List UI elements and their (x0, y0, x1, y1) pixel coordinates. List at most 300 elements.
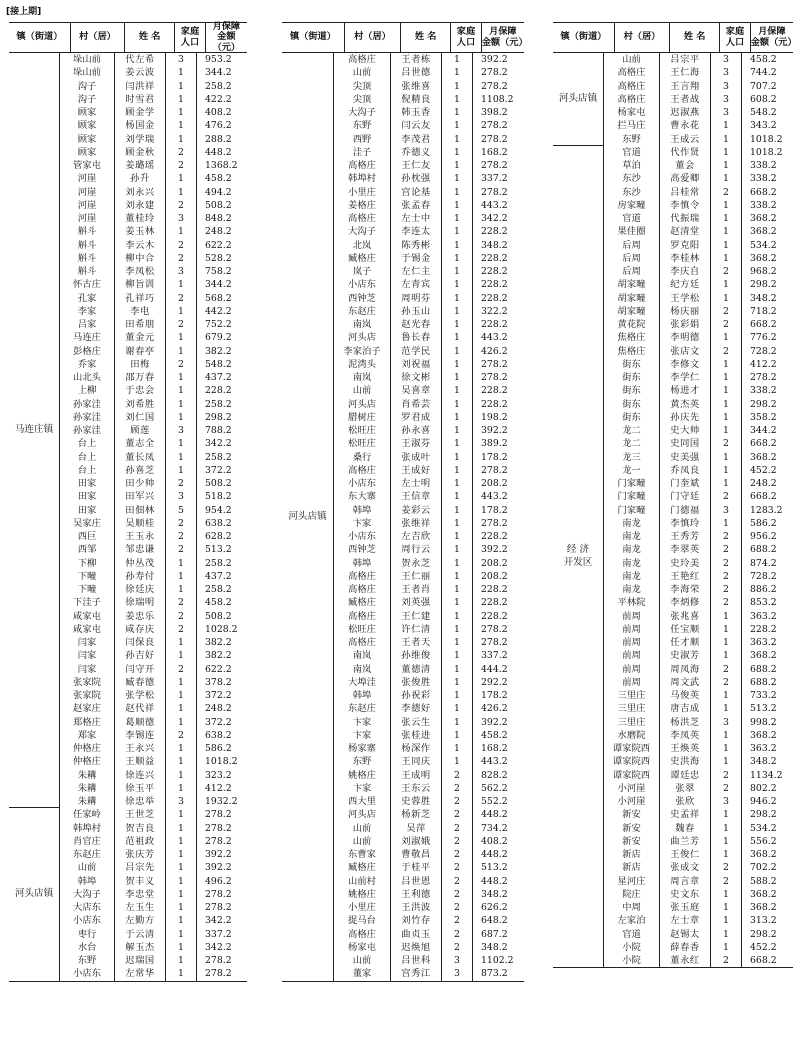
family-cell: 2 (166, 530, 197, 543)
family-cell: 1 (442, 106, 473, 119)
name-cell: 王言翔 (660, 80, 711, 93)
table-row (60, 941, 247, 954)
amount-cell: 668.2 (750, 438, 777, 450)
village-cell: 水台 (60, 941, 115, 954)
name-cell: 鲁长春 (391, 331, 442, 344)
family-cell: 1 (442, 663, 473, 676)
family-cell: 2 (166, 610, 197, 623)
amount-cell: 278.2 (481, 464, 508, 476)
amount-cell: 638.2 (205, 729, 232, 741)
family-cell: 1 (711, 610, 742, 623)
table-row (604, 398, 793, 411)
table-row (334, 133, 524, 146)
table-row (60, 543, 247, 556)
name-cell: 范祖政 (115, 835, 166, 848)
table-row (334, 861, 524, 874)
name-cell: 闫洪祥 (115, 80, 166, 93)
family-cell: 2 (166, 199, 197, 212)
family-cell: 1 (166, 331, 197, 344)
amount-cell: 718.2 (750, 305, 777, 317)
header-name: 姓 名 (125, 23, 175, 52)
village-cell: 小河崖 (604, 795, 660, 808)
village-cell: 小店东 (334, 278, 391, 291)
table-row (60, 345, 247, 358)
village-cell: 高格庄 (334, 636, 391, 649)
village-cell: 岚子 (334, 265, 391, 278)
table-row (604, 66, 793, 79)
name-cell: 赵清堂 (660, 225, 711, 238)
name-cell: 田佃林 (115, 504, 166, 517)
family-cell: 1 (166, 278, 197, 291)
family-cell: 1 (711, 252, 742, 265)
family-cell: 1 (711, 199, 742, 212)
village-cell: 山前 (334, 384, 391, 397)
family-cell: 1 (442, 292, 473, 305)
amount-cell: 733.2 (750, 690, 777, 701)
amount-cell: 323.2 (205, 769, 232, 781)
name-cell: 刘希胜 (115, 398, 166, 411)
family-cell: 2 (442, 822, 473, 835)
table-row (334, 504, 524, 517)
table-row (334, 596, 524, 609)
table (9, 22, 247, 982)
amount-cell: 278.2 (205, 822, 232, 834)
table-row (604, 371, 793, 384)
table-row (604, 928, 793, 941)
village-cell: 下疃 (60, 583, 115, 596)
family-cell: 3 (711, 504, 742, 517)
name-cell: 史洪海 (660, 755, 711, 768)
table-row (60, 623, 247, 636)
table-row (604, 716, 793, 729)
amount-cell: 408.2 (205, 107, 232, 118)
table-row (60, 504, 247, 517)
village-cell: 张家院 (60, 689, 115, 702)
table-row (60, 517, 247, 530)
amount-cell: 228.2 (481, 252, 508, 264)
table-row (604, 689, 793, 702)
village-cell: 吕家 (60, 318, 115, 331)
family-cell: 1 (442, 66, 473, 79)
family-cell: 1 (442, 146, 473, 159)
table-row (60, 80, 247, 93)
amount-cell: 228.2 (481, 226, 508, 238)
name-cell: 李连太 (391, 225, 442, 238)
name-cell: 任才顺 (660, 636, 711, 649)
name-cell: 李忠堂 (115, 888, 166, 901)
family-cell: 2 (442, 782, 473, 795)
village-cell: 沟子 (60, 93, 115, 106)
amount-cell: 344.2 (205, 67, 232, 79)
table-row (604, 596, 793, 609)
village-cell: 闫家 (60, 663, 115, 676)
table-row (334, 345, 524, 358)
village-cell: 泥湾头 (334, 358, 391, 371)
table-row (334, 822, 524, 835)
amount-cell: 338.2 (750, 385, 777, 397)
table-row (604, 146, 793, 159)
family-cell: 1 (166, 557, 197, 570)
family-cell: 1 (442, 755, 473, 768)
name-cell: 李凤英 (660, 729, 711, 742)
village-cell: 河头店 (334, 398, 391, 411)
table-row (60, 729, 247, 742)
name-cell: 孙庆先 (660, 411, 711, 424)
name-cell: 史美强 (660, 451, 711, 464)
family-cell: 1 (442, 702, 473, 715)
family-cell: 3 (711, 66, 742, 79)
family-cell: 1 (442, 676, 473, 689)
family-cell: 1 (442, 345, 473, 358)
amount-cell: 408.2 (481, 835, 508, 847)
family-cell: 1 (442, 729, 473, 742)
name-cell: 王成明 (391, 769, 442, 782)
table-row (334, 689, 524, 702)
family-cell: 1 (442, 239, 473, 252)
table-row (334, 517, 524, 530)
table-row (334, 318, 524, 331)
amount-cell: 337.2 (481, 173, 508, 185)
village-cell: 李家 (60, 305, 115, 318)
name-cell: 史同国 (660, 437, 711, 450)
amount-cell: 588.2 (750, 875, 777, 887)
family-cell: 3 (166, 795, 197, 808)
village-cell: 怀古庄 (60, 278, 115, 291)
village-cell: 三里庄 (604, 716, 660, 729)
village-cell: 东沙 (604, 172, 660, 185)
name-cell: 纪方廷 (660, 278, 711, 291)
village-cell: 西大里 (334, 795, 391, 808)
name-cell: 王玉永 (115, 530, 166, 543)
name-cell: 李明德 (660, 331, 711, 344)
amount-cell: 382.2 (205, 637, 232, 648)
village-cell: 南龙 (604, 570, 660, 583)
amount-cell: 412.2 (205, 782, 232, 794)
header-town: 镇（街道） (553, 23, 615, 52)
table-row (334, 875, 524, 888)
amount-cell: 476.2 (205, 120, 232, 132)
name-cell: 张孟春 (391, 199, 442, 212)
table-row (604, 530, 793, 543)
village-cell: 顾家 (60, 106, 115, 119)
family-cell: 2 (711, 305, 742, 318)
name-cell: 王信章 (391, 490, 442, 503)
table-row (334, 252, 524, 265)
village-cell: 高格庄 (334, 159, 391, 172)
village-cell: 门家疃 (604, 504, 660, 517)
village-cell: 田家 (60, 504, 115, 517)
name-cell: 刘祝福 (391, 358, 442, 371)
village-cell: 斛斗 (60, 239, 115, 252)
name-cell: 吕世科 (391, 954, 442, 967)
amount-cell: 348.2 (750, 292, 777, 304)
amount-cell: 392.2 (205, 849, 232, 860)
name-cell: 徐忠举 (115, 795, 166, 808)
name-cell: 刘竹存 (391, 914, 442, 927)
name-cell: 陈秀彬 (391, 239, 442, 252)
table-row (334, 451, 524, 464)
family-cell: 1 (166, 80, 197, 93)
village-cell: 高格庄 (604, 80, 660, 93)
table-row (604, 636, 793, 649)
table-row (604, 782, 793, 795)
amount-cell: 298.2 (205, 411, 232, 423)
amount-cell: 228.2 (481, 398, 508, 410)
amount-cell: 278.2 (750, 372, 777, 383)
village-cell: 龙二 (604, 424, 660, 437)
family-cell: 2 (711, 583, 742, 596)
name-cell: 李慎玲 (660, 517, 711, 530)
village-cell: 顾家 (60, 119, 115, 132)
village-cell: 姚格庄 (334, 888, 391, 901)
table-row (604, 649, 793, 662)
family-cell: 1 (166, 861, 197, 874)
name-cell: 邹忠谦 (115, 543, 166, 556)
amount-cell: 953.2 (205, 54, 232, 65)
amount-cell: 448.2 (481, 849, 508, 860)
name-cell: 李修文 (660, 358, 711, 371)
village-cell: 东沙 (604, 186, 660, 199)
amount-cell: 392.2 (481, 425, 508, 436)
table-row (604, 769, 793, 782)
table-row (60, 557, 247, 570)
family-cell: 2 (711, 437, 742, 450)
table-row (60, 133, 247, 146)
family-cell: 1 (442, 557, 473, 570)
header-amount: 月保障 金额（元） (212, 20, 241, 53)
amount-cell: 278.2 (205, 888, 232, 900)
village-cell: 彭格庄 (60, 345, 115, 358)
amount-cell: 342.2 (205, 915, 232, 927)
table-row (334, 702, 524, 715)
name-cell: 唐吉成 (660, 702, 711, 715)
village-cell: 新安 (604, 808, 660, 821)
name-cell: 田希朋 (115, 318, 166, 331)
name-cell: 柳旨训 (115, 278, 166, 291)
family-cell: 1 (711, 146, 742, 159)
village-cell: 东大寨 (334, 490, 391, 503)
table-row (604, 702, 793, 715)
table-row (334, 954, 524, 967)
table-row (60, 66, 247, 79)
village-cell: 前周 (604, 649, 660, 662)
family-cell: 1 (711, 212, 742, 225)
amount-cell: 622.2 (205, 663, 232, 675)
amount-cell: 208.2 (481, 570, 508, 582)
family-cell: 1 (166, 769, 197, 782)
amount-cell: 343.2 (750, 120, 777, 132)
name-cell: 董长凤 (115, 451, 166, 464)
village-cell: 东赵庄 (334, 702, 391, 715)
table-row (334, 186, 524, 199)
name-cell: 史孟祥 (660, 808, 711, 821)
village-cell: 黄花院 (604, 318, 660, 331)
table-row (334, 437, 524, 450)
family-cell: 2 (442, 769, 473, 782)
village-cell: 杨家寨 (334, 742, 391, 755)
amount-cell: 228.2 (481, 279, 508, 291)
village-cell: 斛斗 (60, 265, 115, 278)
village-cell: 后周 (604, 265, 660, 278)
name-cell: 赵代祥 (115, 702, 166, 715)
table-row (604, 239, 793, 252)
family-cell: 1 (711, 848, 742, 861)
amount-cell: 828.2 (481, 769, 508, 781)
amount-cell: 508.2 (205, 478, 232, 489)
village-cell: 东赵庄 (334, 305, 391, 318)
family-cell: 1 (442, 119, 473, 132)
village-cell: 街东 (604, 398, 660, 411)
village-cell: 闫家 (60, 636, 115, 649)
name-cell: 董会 (660, 159, 711, 172)
village-cell: 平林院 (604, 596, 660, 609)
amount-cell: 258.2 (205, 80, 232, 92)
town-label: 经 济 开发区 (563, 543, 593, 568)
family-cell: 2 (711, 265, 742, 278)
village-cell: 山北头 (60, 371, 115, 384)
name-cell: 于云清 (115, 928, 166, 941)
amount-cell: 228.2 (481, 597, 508, 609)
village-cell: 小店东 (334, 530, 391, 543)
table-row (334, 623, 524, 636)
family-cell: 1 (166, 689, 197, 702)
name-cell: 王学松 (660, 292, 711, 305)
family-cell: 1 (442, 371, 473, 384)
village-cell: 斛斗 (60, 252, 115, 265)
village-cell: 后周 (604, 239, 660, 252)
family-cell: 1 (442, 437, 473, 450)
name-cell: 王成好 (391, 464, 442, 477)
name-cell: 刘永建 (115, 199, 166, 212)
name-cell: 韩玉香 (391, 106, 442, 119)
village-cell: 河头店 (334, 808, 391, 821)
village-cell: 前周 (604, 610, 660, 623)
family-cell: 1 (711, 331, 742, 344)
table-row (604, 676, 793, 689)
table-row (60, 914, 247, 927)
amount-cell: 668.2 (750, 186, 777, 198)
amount-cell: 874.2 (750, 557, 777, 569)
table-row (604, 623, 793, 636)
name-cell: 吕世德 (391, 66, 442, 79)
name-cell: 王世芝 (115, 808, 166, 821)
table-row (334, 755, 524, 768)
village-cell: 山前 (334, 835, 391, 848)
amount-cell: 452.2 (750, 464, 777, 476)
family-cell: 1 (166, 106, 197, 119)
table-row (60, 265, 247, 278)
village-cell: 卞家 (334, 517, 391, 530)
name-cell: 李桂林 (660, 252, 711, 265)
family-cell: 1 (442, 199, 473, 212)
family-cell: 3 (711, 53, 742, 66)
table-header (9, 20, 247, 53)
village-cell: 东赵庄 (60, 848, 115, 861)
family-cell: 3 (166, 490, 197, 503)
amount-cell: 513.2 (750, 703, 777, 715)
family-cell: 1 (166, 570, 197, 583)
family-cell: 1 (442, 543, 473, 556)
village-cell: 赵家庄 (60, 702, 115, 715)
name-cell: 闫云友 (391, 119, 442, 132)
village-cell: 韩埠 (334, 557, 391, 570)
name-cell: 王利德 (391, 888, 442, 901)
family-cell: 1 (711, 119, 742, 132)
name-cell: 徐文彬 (391, 371, 442, 384)
name-cell: 张俊胜 (391, 676, 442, 689)
family-cell: 1 (711, 755, 742, 768)
village-cell: 前周 (604, 636, 660, 649)
amount-cell: 873.2 (481, 968, 508, 980)
table-row (334, 742, 524, 755)
village-cell: 张家院 (60, 676, 115, 689)
name-cell: 左青宾 (391, 278, 442, 291)
amount-cell: 228.2 (750, 623, 777, 635)
family-cell: 1 (711, 172, 742, 185)
table-row (334, 159, 524, 172)
family-cell: 1 (166, 755, 197, 768)
table-row (604, 822, 793, 835)
village-cell: 姜格庄 (334, 199, 391, 212)
table-row (60, 530, 247, 543)
family-cell: 1 (711, 901, 742, 914)
village-cell: 东野 (60, 954, 115, 967)
amount-cell: 752.2 (205, 319, 232, 330)
name-cell: 王淑芬 (391, 437, 442, 450)
name-cell: 刘仁国 (115, 411, 166, 424)
family-cell: 1 (711, 464, 742, 477)
amount-cell: 1932.2 (205, 796, 238, 807)
amount-cell: 562.2 (481, 782, 508, 794)
amount-cell: 288.2 (205, 133, 232, 145)
amount-cell: 278.2 (205, 955, 232, 966)
table-row (60, 596, 247, 609)
name-cell: 张学松 (115, 689, 166, 702)
family-cell: 1 (442, 451, 473, 464)
table-row (60, 424, 247, 437)
village-cell: 西邹 (60, 543, 115, 556)
table-row (60, 278, 247, 291)
family-cell: 1 (442, 477, 473, 490)
name-cell: 门奎斌 (660, 477, 711, 490)
amount-cell: 1134.2 (750, 769, 783, 781)
name-cell: 王者肖 (391, 583, 442, 596)
village-cell: 腊树庄 (334, 411, 391, 424)
table-row (334, 371, 524, 384)
family-cell: 2 (442, 941, 473, 954)
table-row (334, 729, 524, 742)
table-row (604, 437, 793, 450)
amount-cell: 368.2 (750, 650, 777, 662)
amount-cell: 1028.2 (205, 623, 238, 635)
family-cell: 1 (442, 331, 473, 344)
amount-cell: 338.2 (750, 199, 777, 211)
village-cell: 河头店 (334, 331, 391, 344)
name-cell: 邵万春 (115, 371, 166, 384)
table-row (334, 80, 524, 93)
table-row (334, 676, 524, 689)
amount-cell: 443.2 (481, 332, 508, 344)
name-cell: 魏春 (660, 822, 711, 835)
family-cell: 2 (711, 861, 742, 874)
name-cell: 田少帅 (115, 477, 166, 490)
name-cell: 高爱卿 (660, 172, 711, 185)
table-row (604, 941, 793, 954)
table-row (334, 583, 524, 596)
family-cell: 2 (711, 543, 742, 556)
table-row (604, 729, 793, 742)
village-cell: 胡家疃 (604, 305, 660, 318)
